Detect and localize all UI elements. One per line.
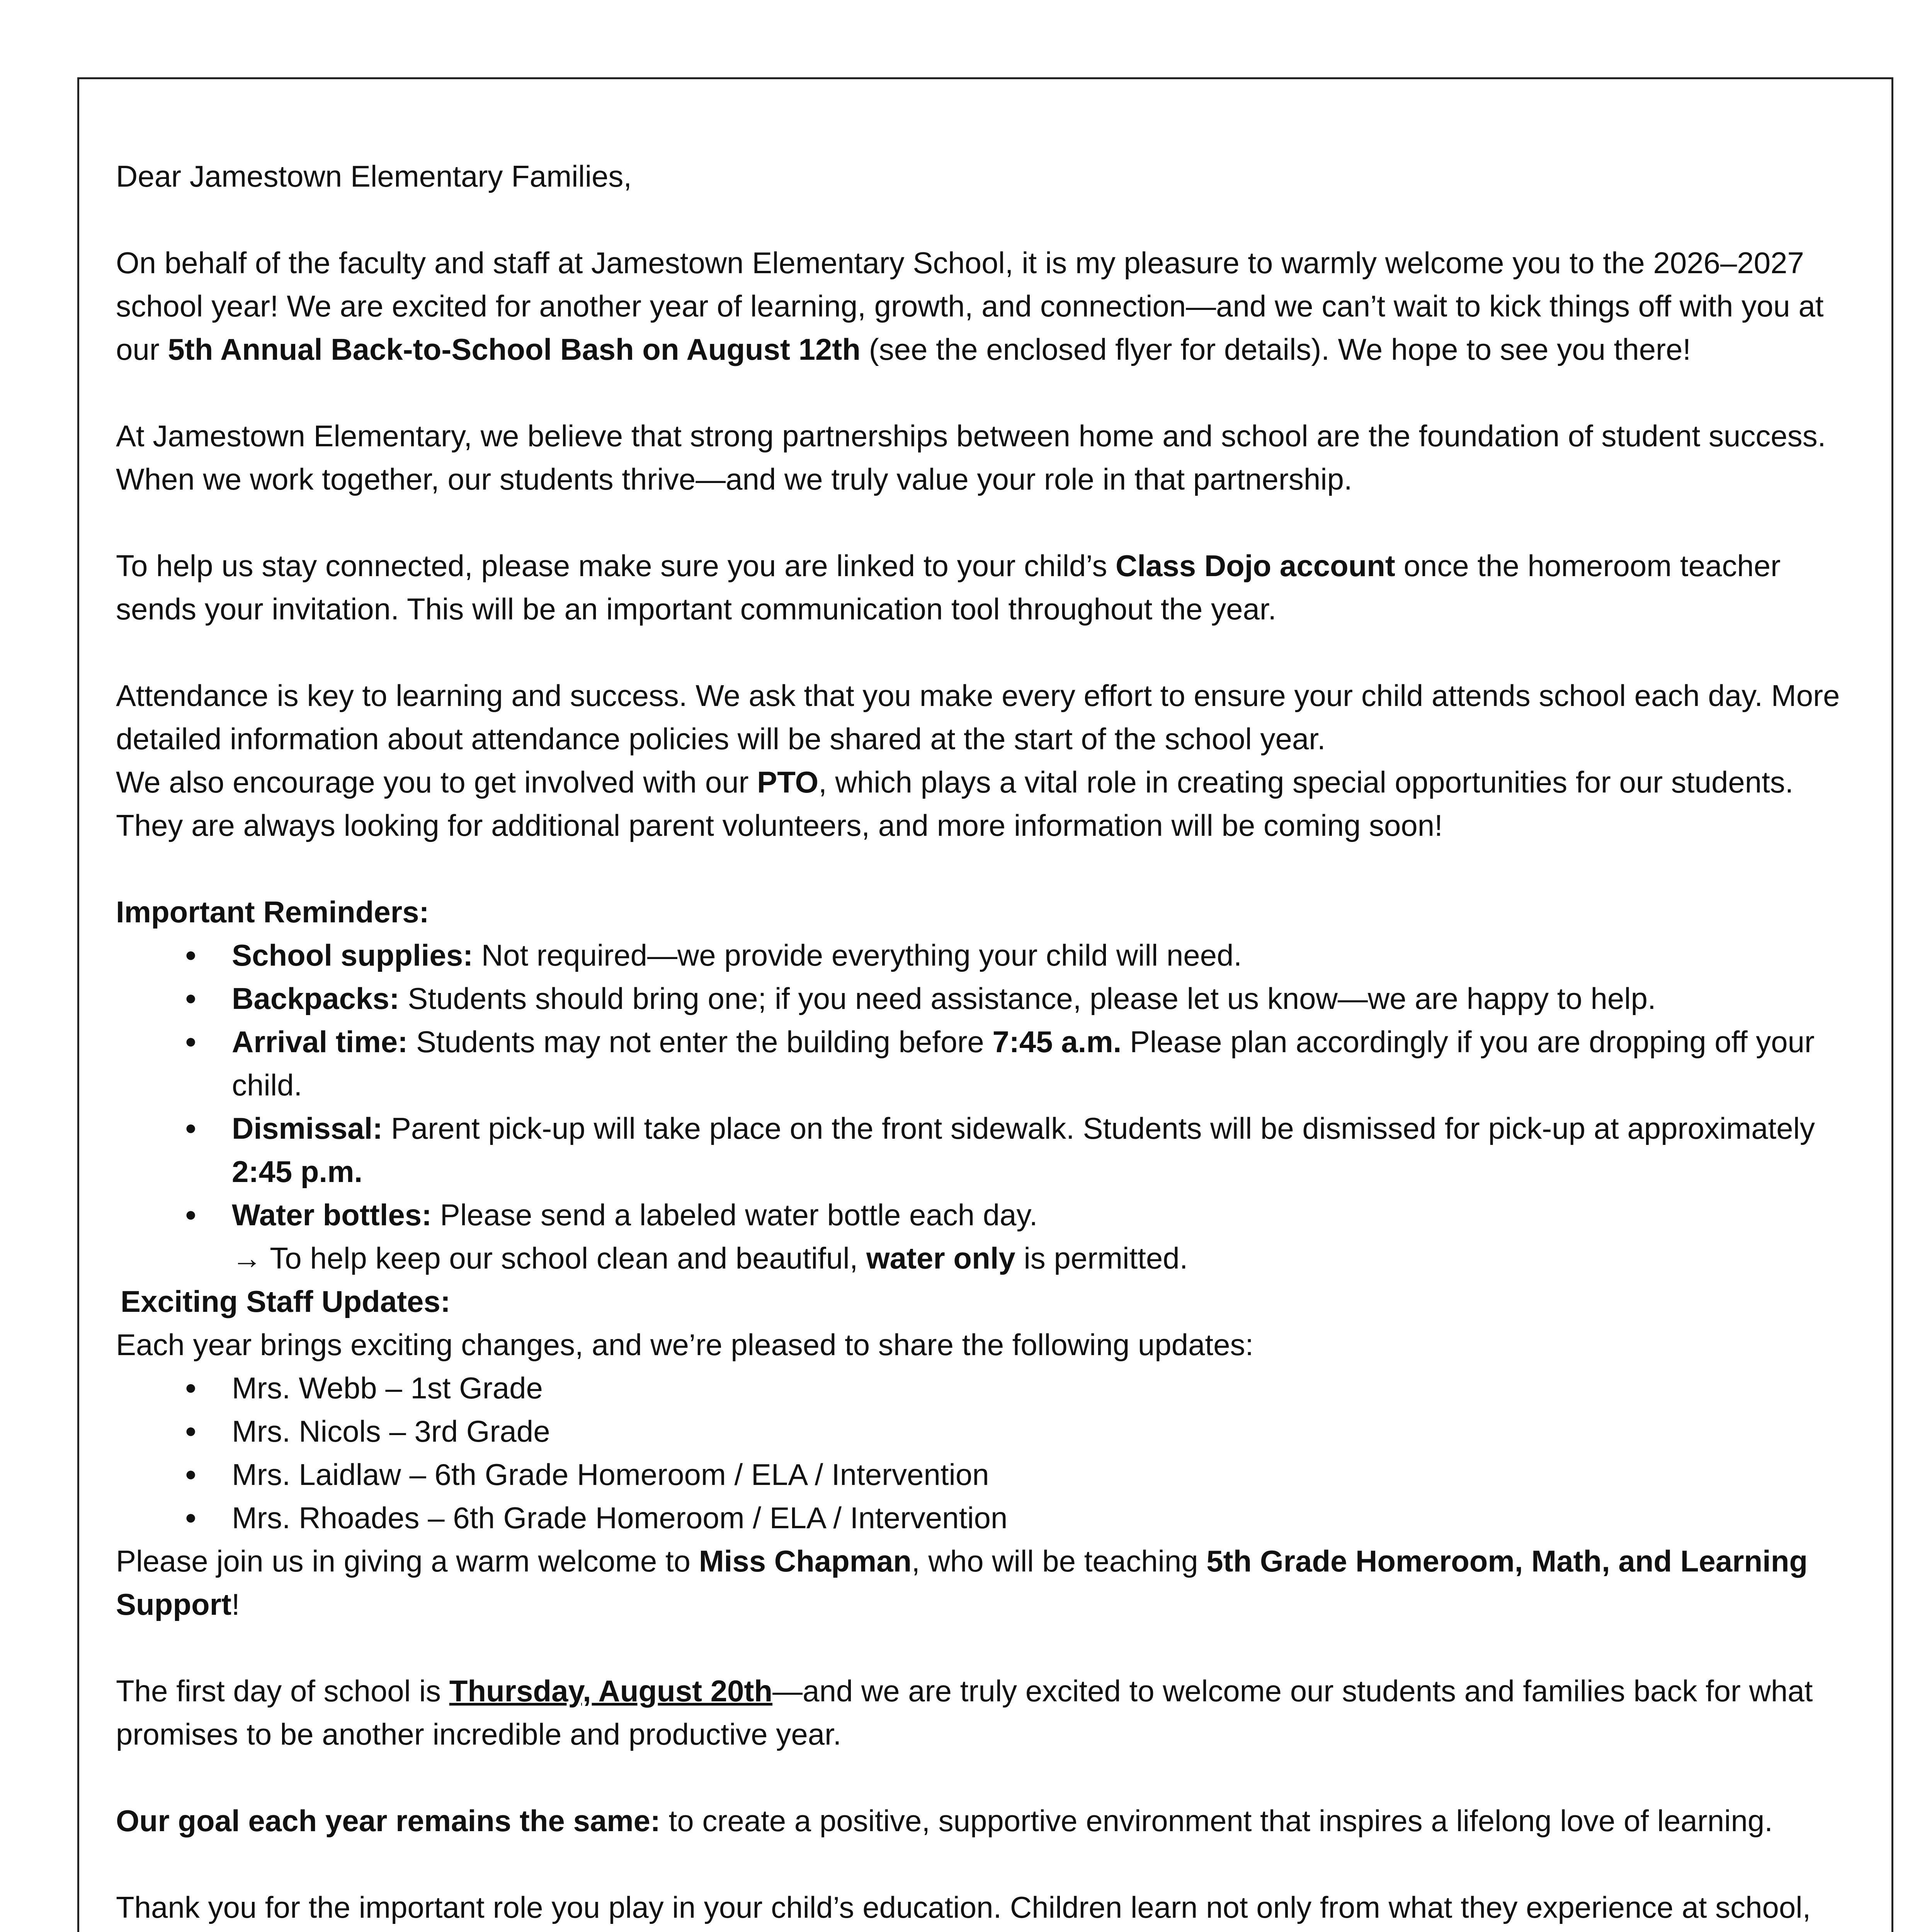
first-day-date: Thursday, August 20th [449, 1674, 773, 1708]
thanks-paragraph: Thank you for the important role you play in your child’s education. Children learn not only from what they experience at school, [116, 1890, 1811, 1924]
class-dojo-paragraph [116, 544, 1847, 631]
reminder-text: Students may not enter the building before [408, 1025, 993, 1059]
staff-updates-intro: Each year brings exciting changes, and we’re pleased to share the following updates: [116, 1328, 1254, 1362]
first-day-text: The first day of school is [116, 1674, 449, 1708]
new-teacher-text: Please join us in giving a warm welcome to [116, 1544, 699, 1578]
list-item [116, 1107, 1847, 1193]
reminder-label: Water bottles: [232, 1198, 432, 1232]
letter-body [116, 155, 1847, 1932]
list-item [116, 1193, 1847, 1280]
reminder-text: Please plan accordingly if you are dropping off your child. [232, 1025, 1815, 1102]
water-only-note [232, 1236, 1847, 1280]
bash-event-highlight: 5th Annual Back-to-School Bash on August 12th [168, 332, 861, 366]
dojo-text: To help us stay connected, please make sure you are linked to your child’s [116, 549, 1116, 583]
list-item: • Mrs. Laidlaw – 6th Grade Homeroom / ELA / Intervention [116, 1453, 1847, 1496]
pto-paragraph [116, 760, 1847, 847]
pto-text-end: , which plays a vital role in creating special opportunities for our students. They are always looking for additional parent volunteers, and more information will be coming soon! [116, 765, 1794, 842]
new-teacher-role: 5th Grade Homeroom, Math, and Learning Support [116, 1544, 1808, 1621]
note-text-end: is permitted. [1015, 1241, 1188, 1275]
list-item [116, 977, 1847, 1020]
pto-text: We also encourage you to get involved with our [116, 765, 757, 799]
staff-list [116, 1366, 1847, 1539]
reminders-heading: Important Reminders: [116, 895, 429, 929]
welcome-text-end: (see the enclosed flyer for details). We hope to see you there! [861, 332, 1691, 366]
list-item: • Mrs. Rhoades – 6th Grade Homeroom / ELA / Intervention [116, 1496, 1847, 1539]
list-item: • Mrs. Nicols – 3rd Grade [116, 1410, 1847, 1453]
welcome-text: On behalf of the faculty and staff at Jamestown Elementary School, it is my pleasure to warmly welcome you to the 2026–2027 school year! We are excited for another year of learning, growth, and connection—and we can’t wait to kick things off with you at our [116, 246, 1824, 366]
welcome-paragraph [116, 241, 1847, 371]
goal-paragraph [116, 1799, 1847, 1842]
new-teacher-paragraph [116, 1539, 1847, 1626]
staff-updates-heading: Exciting Staff Updates: [121, 1284, 451, 1318]
new-teacher-name: Miss Chapman [699, 1544, 912, 1578]
dismissal-time: 2:45 p.m. [232, 1155, 363, 1189]
reminder-label: School supplies: [232, 938, 473, 972]
note-text: → To help keep our school clean and beautiful, [232, 1241, 866, 1275]
goal-label: Our goal each year remains the same: [116, 1804, 660, 1838]
reminder-label: Dismissal: [232, 1111, 383, 1145]
dojo-text-end: once the homeroom teacher sends your invitation. This will be an important communication tool throughout the year. [116, 549, 1781, 626]
attendance-paragraph: Attendance is key to learning and success. We ask that you make every effort to ensure your child attends school each day. More detailed information about attendance policies will be shared at the start of the school year. [116, 679, 1840, 756]
class-dojo-highlight: Class Dojo account [1116, 549, 1395, 583]
partnership-paragraph: At Jamestown Elementary, we believe that strong partnerships between home and school are the foundation of student success. When we work together, our students thrive—and we truly value your role in that partnership. [116, 419, 1826, 496]
reminder-text: Please send a labeled water bottle each day. [432, 1198, 1038, 1232]
reminder-text: Not required—we provide everything your child will need. [473, 938, 1242, 972]
water-only-highlight: water only [866, 1241, 1015, 1275]
new-teacher-text-end: ! [231, 1587, 240, 1621]
list-item: • Mrs. Webb – 1st Grade [116, 1366, 1847, 1410]
reminder-label: Arrival time: [232, 1025, 408, 1059]
reminder-label: Backpacks: [232, 981, 400, 1015]
list-item [116, 934, 1847, 977]
arrival-time: 7:45 a.m. [992, 1025, 1122, 1059]
first-day-paragraph [116, 1669, 1847, 1756]
pto-highlight: PTO [757, 765, 819, 799]
goal-text: to create a positive, supportive environment that inspires a lifelong love of learning. [660, 1804, 1773, 1838]
list-item [116, 1020, 1847, 1107]
first-day-text-end: —and we are truly excited to welcome our students and families back for what promises to be another incredible and productive year. [116, 1674, 1813, 1751]
salutation: Dear Jamestown Elementary Families, [116, 159, 632, 193]
reminder-text: Students should bring one; if you need assistance, please let us know—we are happy to help. [399, 981, 1656, 1015]
reminders-list [116, 934, 1847, 1280]
reminder-text: Parent pick-up will take place on the front sidewalk. Students will be dismissed for pick-up at approximately [383, 1111, 1815, 1145]
new-teacher-text: , who will be teaching [912, 1544, 1207, 1578]
